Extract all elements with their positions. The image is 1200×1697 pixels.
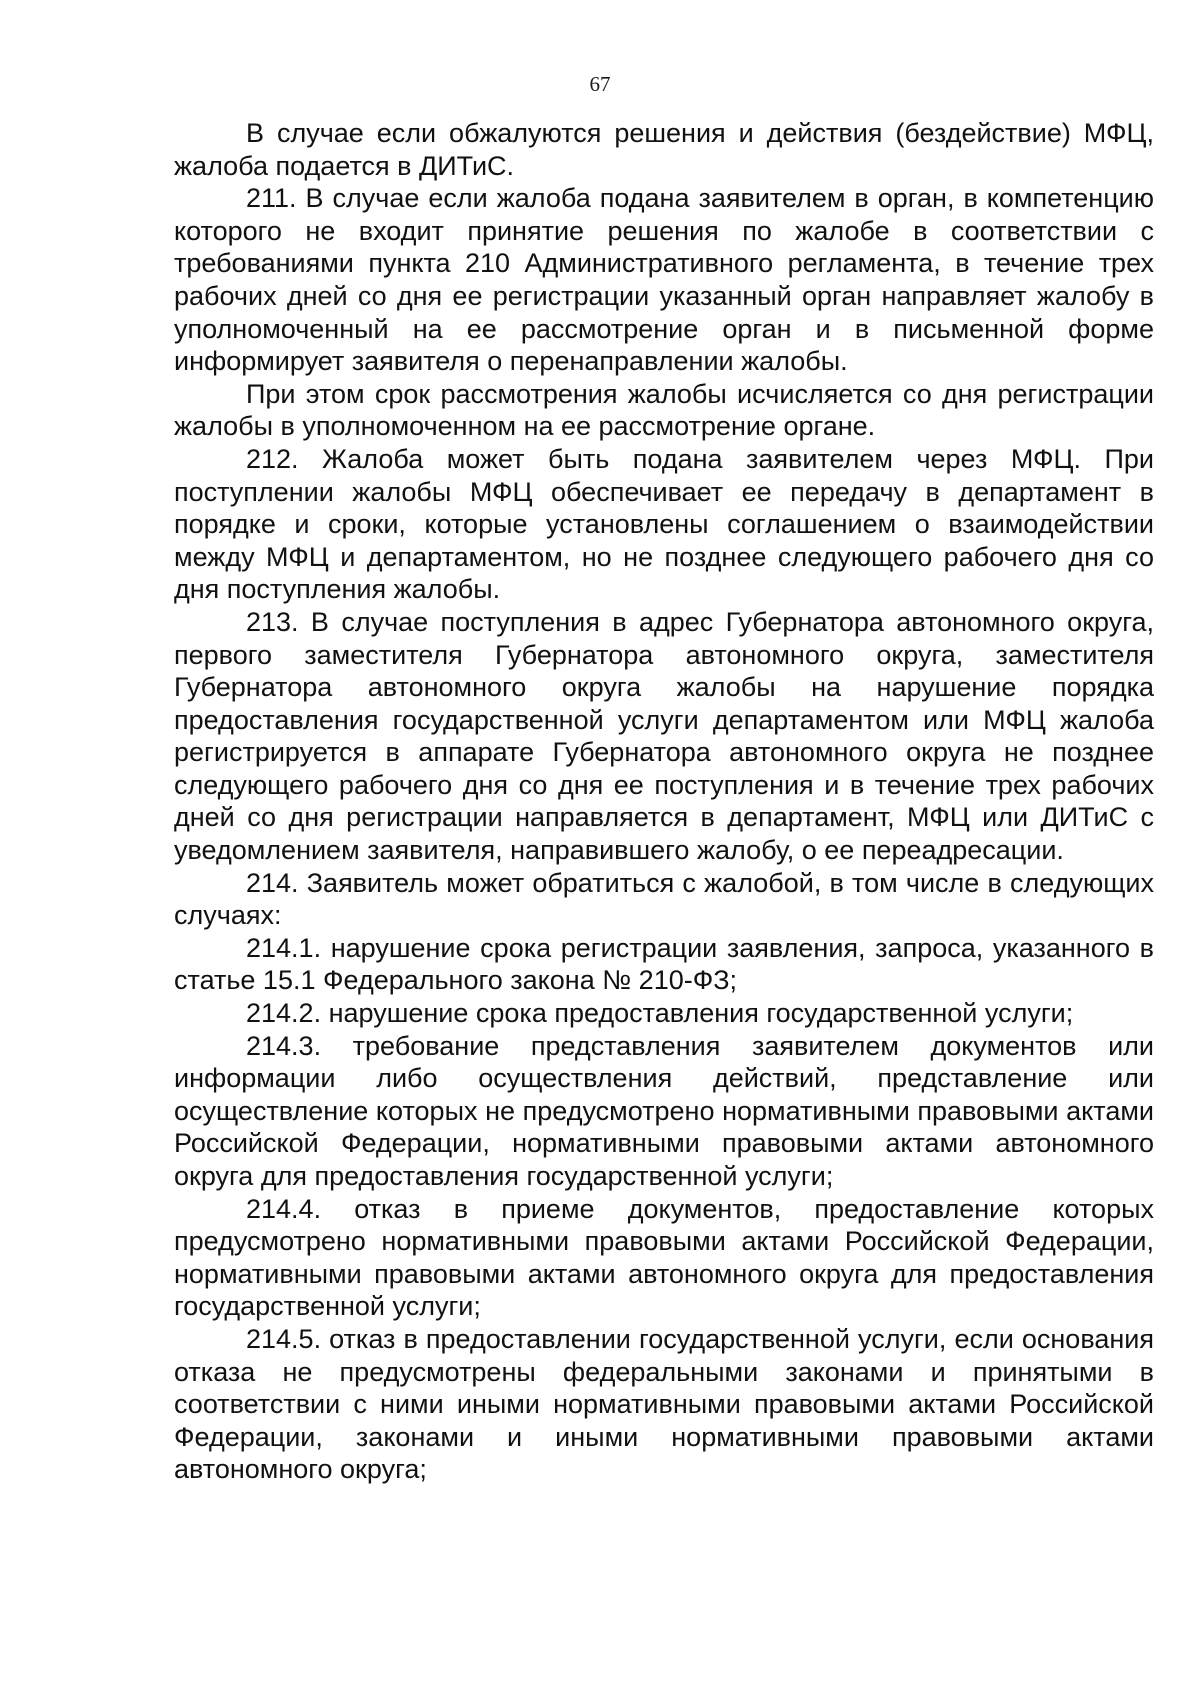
paragraph-213: 213. В случае поступления в адрес Губернатора автономного округа, первого заместителя Губернатора автономного округа, заместителя Губернатора автономного округа жалобы на нарушение порядка предоставления государственной услуги департаментом или МФЦ жалоба регистрируется в аппарате Губернатора автономного округа не позднее следующего рабочего дня со дня ее поступления и в течение трех рабочих дней со дня регистрации направляется в департамент, МФЦ или ДИТиС с уведомлением заявителя, направившего жалобу, о ее переадресации. (174, 606, 1154, 866)
paragraph-review-term: При этом срок рассмотрения жалобы исчисляется со дня регистрации жалобы в уполномоченном на ее рассмотрение органе. (174, 378, 1154, 442)
paragraph-212: 212. Жалоба может быть подана заявителем через МФЦ. При поступлении жалобы МФЦ обеспечивает ее передачу в департамент в порядке и сроки, которые установлены соглашением о взаимодействии между МФЦ и департаментом, но не позднее следующего рабочего дня со дня поступления жалобы. (174, 443, 1154, 605)
paragraph-appeal-mfc: В случае если обжалуются решения и действия (бездействие) МФЦ, жалоба подается в ДИТиС. (174, 118, 1154, 181)
paragraph-214-4: 214.4. отказ в приеме документов, предоставление которых предусмотрено нормативными правовыми актами Российской Федерации, нормативными правовыми актами автономного округа для предоставления государственной услуги; (174, 1193, 1154, 1322)
paragraph-214: 214. Заявитель может обратиться с жалобой, в том числе в следующих случаях: (174, 867, 1154, 931)
paragraph-214-2: 214.2. нарушение срока предоставления государственной услуги; (246, 998, 1074, 1029)
page-number: 67 (589, 72, 611, 96)
paragraph-214-5: 214.5. отказ в предоставлении государственной услуги, если основания отказа не предусмотрены федеральными законами и принятыми в соответствии с ними иными нормативными правовыми актами Российской Федерации, законами и иными нормативными правовыми актами автономного округа; (174, 1323, 1154, 1485)
paragraph-214-3: 214.3. требование представления заявителем документов или информации либо осуществления действий, представление или осуществление которых не предусмотрено нормативными правовыми актами Российской Федерации, нормативными правовыми актами автономного округа для предоставления государственной услуги; (174, 1030, 1154, 1191)
paragraph-214-1: 214.1. нарушение срока регистрации заявления, запроса, указанного в статье 15.1 Федерального закона № 210-ФЗ; (174, 932, 1154, 996)
document-body (174, 117, 1154, 1486)
paragraph-211: 211. В случае если жалоба подана заявителем в орган, в компетенцию которого не входит принятие решения по жалобе в соответствии с требованиями пункта 210 Административного регламента, в течение трех рабочих дней со дня ее регистрации указанный орган направляет жалобу в уполномоченный на ее рассмотрение орган и в письменной форме информирует заявителя о перенаправлении жалобы. (174, 183, 1154, 377)
